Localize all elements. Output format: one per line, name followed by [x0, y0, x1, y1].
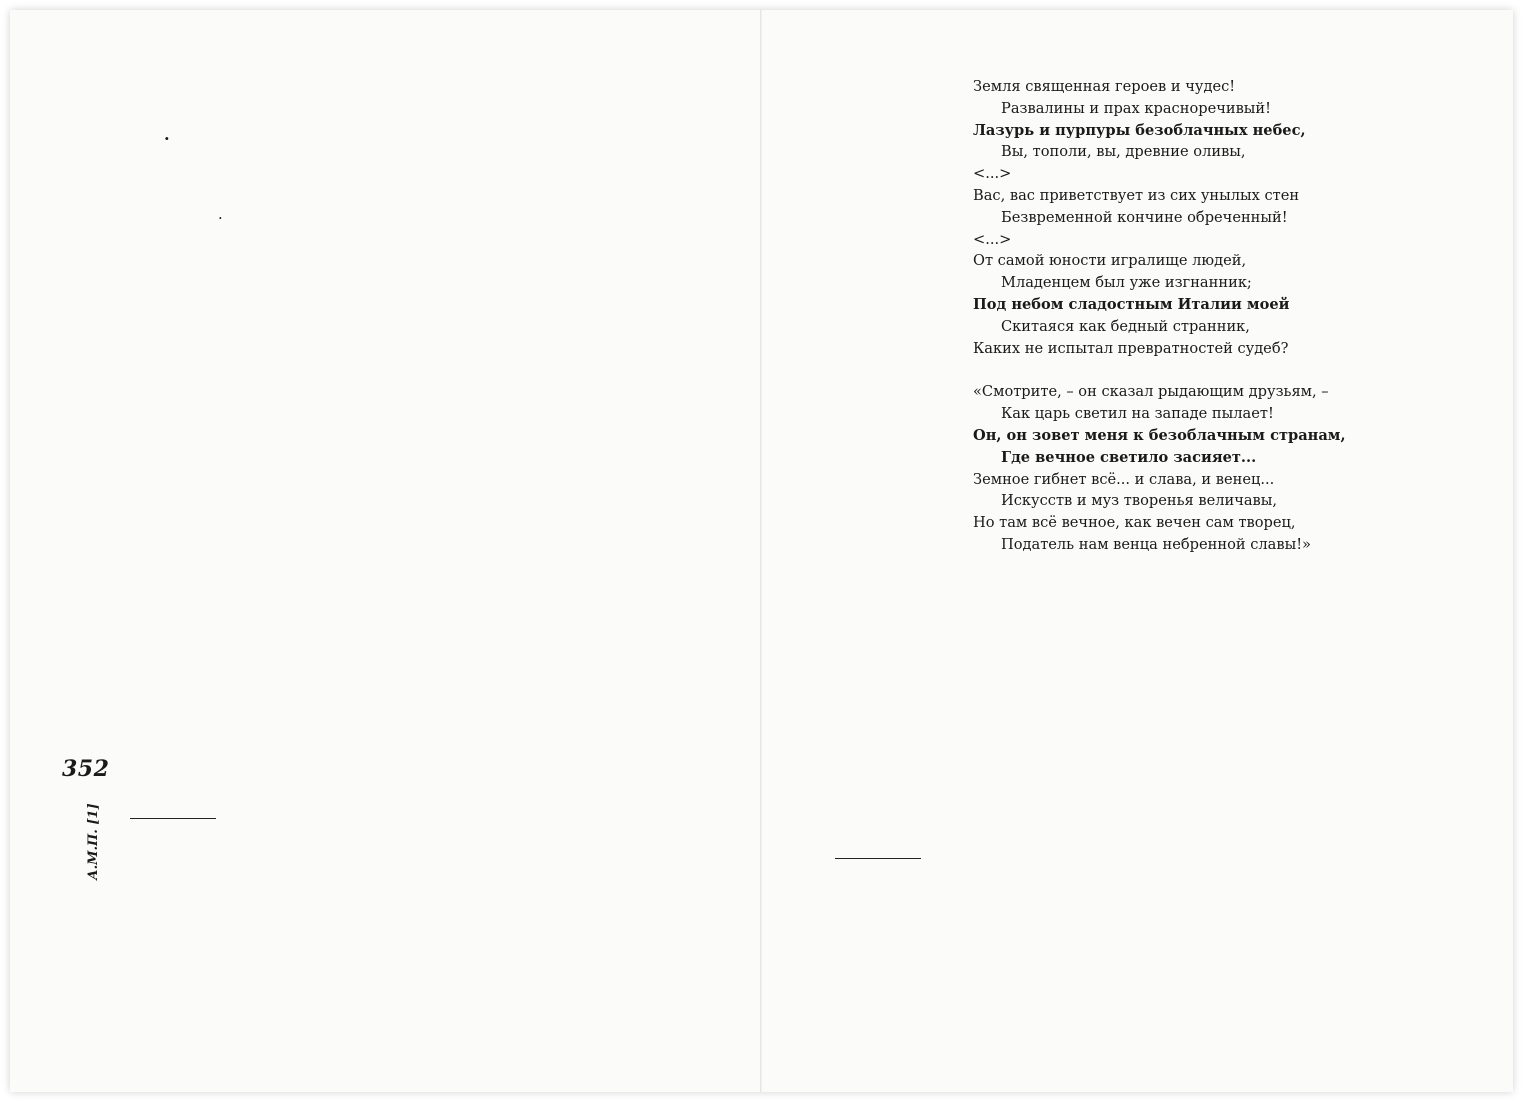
verse-line: Каких не испытал превратностей судеб?	[973, 339, 1289, 357]
block-quote: .	[218, 206, 223, 224]
right-footnotes	[835, 858, 1390, 867]
running-head-left: А.М.П. [1]	[86, 803, 101, 880]
verse-line: Вас, вас приветствует из сих унылых стен	[973, 186, 1300, 204]
verse-line: Податель нам венца небренной славы!»	[1001, 535, 1311, 553]
right-main-text	[835, 64, 1390, 570]
verse-line: <...>	[973, 165, 1012, 183]
verse-line: Земное гибнет всё... и слава, и венец...	[973, 470, 1275, 488]
verse-line: Земля священная героев и чудес!	[973, 78, 1236, 95]
verse-line: Под небом сладостным Италии моей	[973, 295, 1290, 313]
verse-line: Вы, тополи, вы, древние оливы,	[1001, 143, 1246, 161]
verse-line: Но там всё вечное, как вечен сам творец,	[973, 514, 1296, 532]
verse-block	[835, 381, 1390, 555]
left-main-text	[130, 124, 695, 225]
verse-line: От самой юности игралище людей,	[973, 252, 1247, 270]
verse-line: Младенцем был уже изгнанник;	[1001, 274, 1252, 292]
left-footnotes	[130, 818, 695, 827]
verse-line: Он, он зовет меня к безоблачным странам,	[973, 426, 1346, 444]
verse-line: Искусств и муз творенья величавы,	[1001, 492, 1278, 510]
verse-line: Где вечное светило засияет...	[1001, 448, 1257, 466]
verse-line: Развалины и прах красноречивый!	[1001, 99, 1272, 117]
verse-line: Безвременной кончине обреченный!	[1001, 208, 1288, 226]
page-number-left: 352	[62, 756, 110, 782]
paragraph: .	[164, 125, 170, 144]
book-gutter	[760, 10, 762, 1092]
verse-block	[835, 76, 1390, 359]
verse-line: Лазурь и пурпуры безоблачных небес,	[973, 121, 1306, 139]
verse-line: Как царь светил на западе пылает!	[1001, 405, 1274, 423]
verse-line: «Смотрите, – он сказал рыдающим друзьям, –	[973, 383, 1329, 401]
verse-line: <...>	[973, 230, 1012, 248]
verse-line: Скитаяся как бедный странник,	[1001, 317, 1250, 335]
